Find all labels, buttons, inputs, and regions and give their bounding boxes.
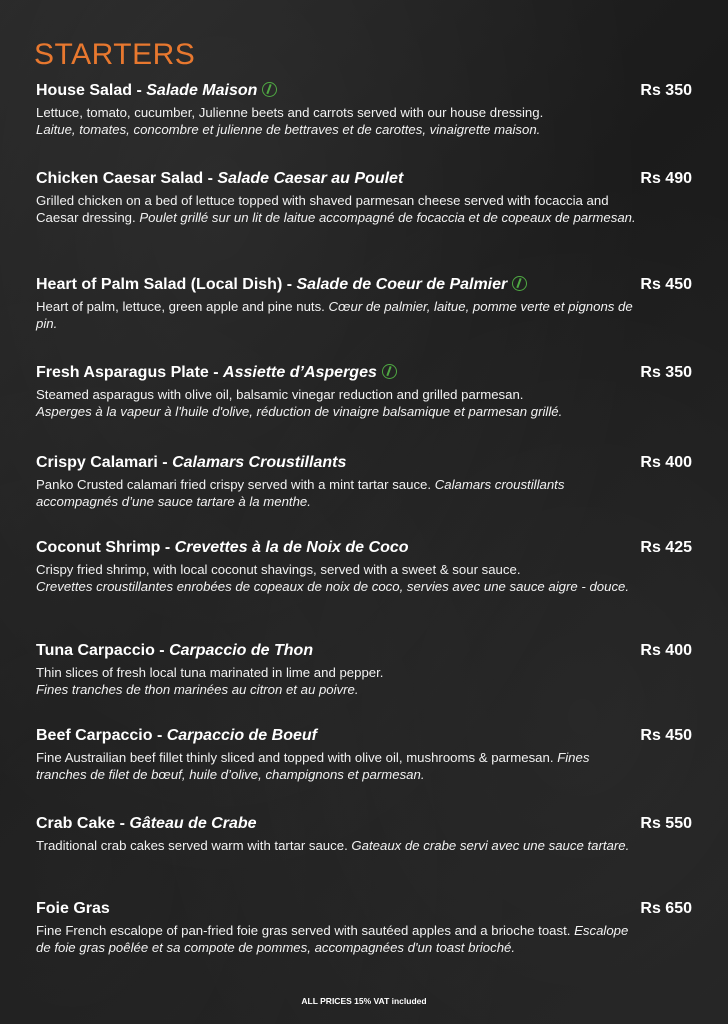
item-price: Rs 450	[640, 727, 692, 744]
item-name-en: Tuna Carpaccio	[36, 642, 155, 659]
desc-fr: Fines tranches de filet de bœuf, huile d’olive, champignons et parmesan.	[36, 750, 590, 782]
item-description	[36, 476, 636, 510]
item-name-fr: Salade Caesar au Poulet	[217, 170, 404, 187]
item-name: Chicken Caesar Salad - Salade Caesar au Poulet	[36, 170, 404, 187]
item-description	[36, 386, 646, 420]
item-description	[36, 922, 636, 956]
item-header	[36, 898, 692, 920]
item-name-en: Beef Carpaccio	[36, 727, 153, 744]
menu-item-chicken-caesar-salad	[36, 168, 692, 226]
item-name: Crab Cake - Gâteau de Crabe	[36, 815, 257, 832]
item-description	[36, 192, 636, 226]
menu-item-coconut-shrimp	[36, 537, 692, 595]
item-name-fr: Salade de Coeur de Palmier	[296, 276, 508, 293]
desc-en: Panko Crusted calamari fried crispy served with a mint tartar sauce.	[36, 477, 432, 492]
item-name-en: Heart of Palm Salad (Local Dish)	[36, 276, 283, 293]
menu-item-foie-gras	[36, 898, 692, 956]
item-name-en: Fresh Asparagus Plate	[36, 364, 209, 381]
desc-en: Fine Austrailian beef fillet thinly sliced and topped with olive oil, mushrooms & parmesan.	[36, 750, 554, 765]
item-price: Rs 490	[640, 170, 692, 187]
item-header	[36, 452, 692, 474]
item-price: Rs 650	[640, 900, 692, 917]
menu-item-beef-carpaccio	[36, 725, 692, 783]
item-header	[36, 80, 692, 102]
menu-item-tuna-carpaccio	[36, 640, 692, 698]
item-name	[36, 900, 110, 917]
item-price: Rs 350	[640, 364, 692, 381]
item-name-fr: Gâteau de Crabe	[129, 815, 257, 832]
item-name: Fresh Asparagus Plate - Assiette d’Asperges	[36, 364, 377, 381]
menu-item-fresh-asparagus-plate	[36, 362, 692, 420]
menu-item-heart-of-palm-salad	[36, 274, 692, 332]
desc-fr: Calamars croustillants accompagnés d’une sauce tartare à la menthe.	[36, 477, 565, 509]
item-name-fr: Carpaccio de Thon	[169, 642, 314, 659]
item-header	[36, 274, 692, 296]
item-name-en: Foie Gras	[36, 900, 110, 917]
item-price: Rs 550	[640, 815, 692, 832]
vat-note: ALL PRICES 15% VAT included	[301, 996, 427, 1006]
item-name-en: Crispy Calamari	[36, 454, 158, 471]
desc-en: Heart of palm, lettuce, green apple and pine nuts.	[36, 299, 325, 314]
item-header	[36, 537, 692, 559]
item-price: Rs 450	[640, 276, 692, 293]
item-name-en: House Salad	[36, 82, 133, 99]
desc-en: Steamed asparagus with olive oil, balsamic vinegar reduction and grilled parmesan.	[36, 387, 524, 402]
menu-item-house-salad	[36, 80, 692, 138]
vegetarian-icon	[382, 364, 397, 379]
item-header	[36, 813, 692, 835]
item-name: Coconut Shrimp - Crevettes à la de Noix de Coco	[36, 539, 409, 556]
item-description	[36, 664, 636, 698]
item-name: Crispy Calamari - Calamars Croustillants	[36, 454, 347, 471]
menu-item-crab-cake	[36, 813, 692, 854]
desc-fr: Crevettes croustillantes enrobées de copeaux de noix de coco, servies avec une sauce aigre - douce.	[36, 579, 630, 594]
desc-fr: Asperges à la vapeur à l'huile d'olive, réduction de vinaigre balsamique et parmesan grillé.	[36, 404, 563, 419]
item-name-fr: Crevettes à la de Noix de Coco	[174, 539, 409, 556]
desc-fr: Fines tranches de thon marinées au citron et au poivre.	[36, 682, 359, 697]
item-header	[36, 640, 692, 662]
item-price: Rs 400	[640, 454, 692, 471]
section-title: STARTERS	[34, 38, 196, 71]
item-name-fr: Salade Maison	[146, 82, 258, 99]
item-description	[36, 749, 636, 783]
vegetarian-icon	[262, 82, 277, 97]
desc-en: Traditional crab cakes served warm with tartar sauce.	[36, 838, 348, 853]
item-name: Heart of Palm Salad (Local Dish) - Salade de Coeur de Palmier	[36, 276, 508, 293]
desc-en: Lettuce, tomato, cucumber, Julienne beets and carrots served with our house dressing.	[36, 105, 544, 120]
item-description	[36, 561, 636, 595]
item-header	[36, 168, 692, 190]
item-description	[36, 837, 636, 854]
item-name-en: Crab Cake	[36, 815, 116, 832]
desc-fr: Poulet grillé sur un lit de laitue accompagné de focaccia et de copeaux de parmesan.	[139, 210, 636, 225]
item-description	[36, 298, 636, 332]
item-price: Rs 425	[640, 539, 692, 556]
desc-en: Grilled chicken on a bed of lettuce topped with shaved parmesan cheese served with focaccia and Caesar dressing.	[36, 193, 609, 225]
desc-fr: Escalope de foie gras poêlée et sa compote de pommes, accompagnées d'un toast brioché.	[36, 923, 629, 955]
item-description	[36, 104, 636, 138]
item-name-fr: Calamars Croustillants	[172, 454, 347, 471]
item-name: Beef Carpaccio - Carpaccio de Boeuf	[36, 727, 317, 744]
desc-fr: Cœur de palmier, laitue, pomme verte et pignons de pin.	[36, 299, 633, 331]
item-name: House Salad - Salade Maison	[36, 82, 258, 99]
item-name-fr: Assiette d’Asperges	[223, 364, 377, 381]
desc-fr: Gateaux de crabe servi avec une sauce tartare.	[351, 838, 630, 853]
item-name-en: Coconut Shrimp	[36, 539, 161, 556]
desc-en: Thin slices of fresh local tuna marinated in lime and pepper.	[36, 665, 384, 680]
desc-en: Fine French escalope of pan-fried foie gras served with sautéed apples and a brioche toast.	[36, 923, 571, 938]
item-name: Tuna Carpaccio - Carpaccio de Thon	[36, 642, 314, 659]
vegetarian-icon	[512, 276, 527, 291]
desc-fr: Laitue, tomates, concombre et julienne de bettraves et de carottes, vinaigrette maison.	[36, 122, 541, 137]
item-header	[36, 725, 692, 747]
item-price: Rs 400	[640, 642, 692, 659]
item-name-fr: Carpaccio de Boeuf	[166, 727, 317, 744]
item-header	[36, 362, 692, 384]
item-name-en: Chicken Caesar Salad	[36, 170, 204, 187]
desc-en: Crispy fried shrimp, with local coconut shavings, served with a sweet & sour sauce.	[36, 562, 521, 577]
item-price: Rs 350	[640, 82, 692, 99]
menu-item-crispy-calamari	[36, 452, 692, 510]
